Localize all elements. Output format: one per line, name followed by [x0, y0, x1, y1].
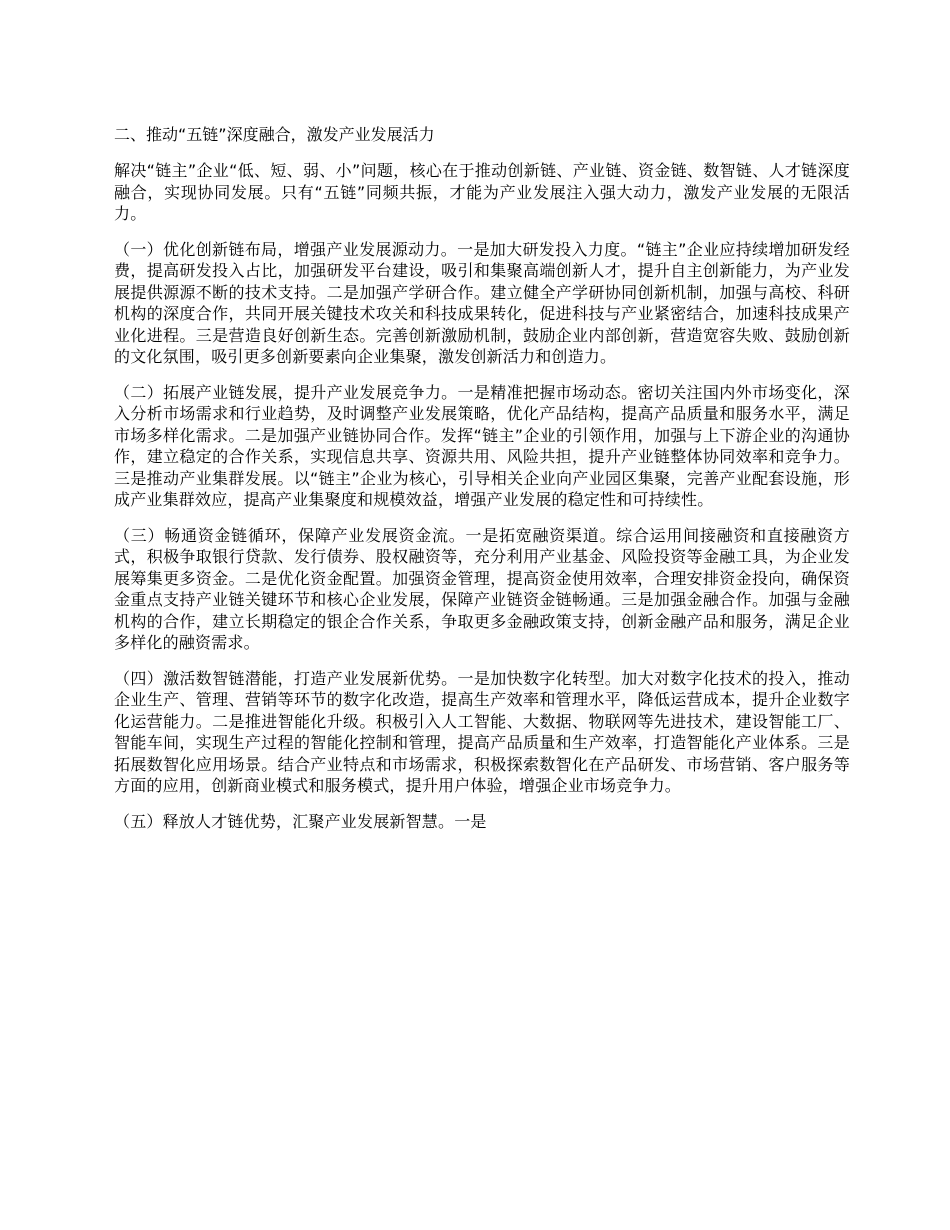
paragraph-digital-chain: （四）激活数智链潜能，打造产业发展新优势。一是加快数字化转型。加大对数字化技术的投入，推动企业生产、管理、营销等环节的数字化改造，提高生产效率和管理水平，降低运营成本，提升企业数字化运营能力。二是推进智能化升级。积极引入人工智能、大数据、物联网等先进技术，建设智能工厂、智能车间，实现生产过程的智能化控制和管理，提高产品质量和生产效率，打造智能化产业体系。三是拓展数智化应用场景。结合产业特点和市场需求，积极探索数智化在产品研发、市场营销、客户服务等方面的应用，创新商业模式和服务模式，提升用户体验，增强企业市场竞争力。: [114, 668, 850, 795]
paragraph-capital-chain: （三）畅通资金链循环，保障产业发展资金流。一是拓宽融资渠道。综合运用间接融资和直接融资方式，积极争取银行贷款、发行债券、股权融资等，充分利用产业基金、风险投资等金融工具，为企业发展筹集更多资金。二是优化资金配置。加强资金管理，提高资金使用效率，合理安排资金投向，确保资金重点支持产业链关键环节和核心企业发展，保障产业链资金链畅通。三是加强金融合作。加强与金融机构的合作，建立长期稳定的银企合作关系，争取更多金融政策支持，创新金融产品和服务，满足企业多样化的融资需求。: [114, 525, 850, 652]
paragraph-talent-chain: （五）释放人才链优势，汇聚产业发展新智慧。一是: [114, 811, 487, 831]
paragraph-industry-chain: （二）拓展产业链发展，提升产业发展竞争力。一是精准把握市场动态。密切关注国内外市场变化，深入分析市场需求和行业趋势，及时调整产业发展策略，优化产品结构，提高产品质量和服务水平，满足市场多样化需求。二是加强产业链协同合作。发挥“链主”企业的引领作用，加强与上下游企业的沟通协作，建立稳定的合作关系，实现信息共享、资源共用、风险共担，提升产业链整体协同效率和竞争力。三是推动产业集群发展。以“链主”企业为核心，引导相关企业向产业园区集聚，完善产业配套设施，形成产业集群效应，提高产业集聚度和规模效益，增强产业发展的稳定性和可持续性。: [114, 382, 850, 509]
paragraph-intro: 解决“链主”企业“低、短、弱、小”问题，核心在于推动创新链、产业链、资金链、数智链、人才链深度融合，实现协同发展。只有“五链”同频共振，才能为产业发展注入强大动力，激发产业发展的无限活力。: [114, 161, 850, 223]
document-page: [114, 124, 850, 832]
paragraph-innovation-chain: （一）优化创新链布局，增强产业发展源动力。一是加大研发投入力度。“链主”企业应持续增加研发经费，提高研发投入占比，加强研发平台建设，吸引和集聚高端创新人才，提升自主创新能力，为产业发展提供源源不断的技术支持。二是加强产学研合作。建立健全产学研协同创新机制，加强与高校、科研机构的深度合作，共同开展关键技术攻关和科技成果转化，促进科技与产业紧密结合，加速科技成果产业化进程。三是营造良好创新生态。完善创新激励机制，鼓励企业内部创新，营造宽容失败、鼓励创新的文化氛围，吸引更多创新要素向企业集聚，激发创新活力和创造力。: [114, 239, 850, 366]
section-heading: 二、推动“五链”深度融合，激发产业发展活力: [114, 125, 435, 144]
